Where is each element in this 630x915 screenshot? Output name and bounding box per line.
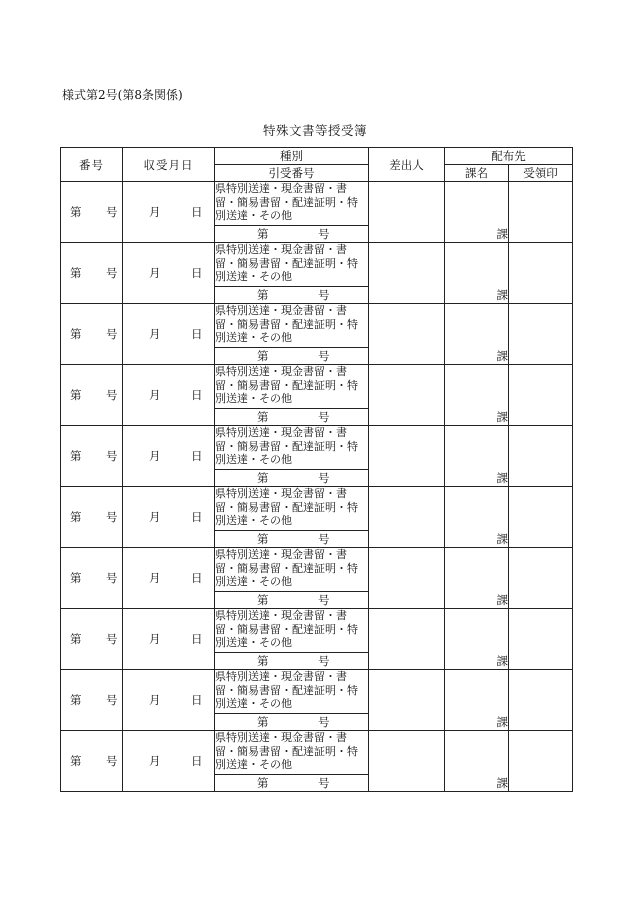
number-prefix: 第 xyxy=(70,754,82,768)
department-cell[interactable] xyxy=(445,731,509,792)
department-suffix: 課 xyxy=(496,227,508,241)
document-title: 特殊文書等授受簿 xyxy=(262,123,367,138)
department-cell[interactable] xyxy=(445,487,509,548)
ref-prefix: 第 xyxy=(257,471,269,485)
table-row xyxy=(61,670,573,714)
ledger-table xyxy=(60,147,573,792)
number-suffix: 号 xyxy=(106,266,118,280)
ref-prefix: 第 xyxy=(257,532,269,546)
number-suffix: 号 xyxy=(106,449,118,463)
receipt-seal-cell[interactable] xyxy=(509,731,573,792)
number-prefix: 第 xyxy=(70,327,82,341)
number-prefix: 第 xyxy=(70,449,82,463)
receipt-seal-cell[interactable] xyxy=(509,426,573,487)
department-cell[interactable] xyxy=(445,365,509,426)
receipt-seal-cell[interactable] xyxy=(509,670,573,731)
number-suffix: 号 xyxy=(106,205,118,219)
receipt-seal-cell[interactable] xyxy=(509,243,573,304)
department-cell[interactable] xyxy=(445,304,509,365)
table-row xyxy=(61,426,573,470)
header-distribution: 配布先 xyxy=(445,148,573,165)
sender-cell[interactable] xyxy=(369,182,445,243)
number-prefix: 第 xyxy=(70,388,82,402)
number-cell[interactable] xyxy=(61,426,123,487)
ledger-body xyxy=(61,182,573,792)
ref-suffix: 号 xyxy=(318,288,330,302)
department-suffix: 課 xyxy=(496,288,508,302)
day-label: 日 xyxy=(191,266,203,280)
day-label: 日 xyxy=(191,449,203,463)
number-cell[interactable] xyxy=(61,548,123,609)
receipt-seal-cell[interactable] xyxy=(509,365,573,426)
ref-suffix: 号 xyxy=(318,532,330,546)
sender-cell[interactable] xyxy=(369,304,445,365)
number-prefix: 第 xyxy=(70,571,82,585)
type-options[interactable]: 県特別送達・現金書留・書留・簡易書留・配達証明・特別送達・その他 xyxy=(215,731,369,775)
day-label: 日 xyxy=(191,571,203,585)
department-suffix: 課 xyxy=(496,715,508,729)
number-prefix: 第 xyxy=(70,205,82,219)
department-cell[interactable] xyxy=(445,609,509,670)
number-suffix: 号 xyxy=(106,693,118,707)
number-prefix: 第 xyxy=(70,510,82,524)
table-row xyxy=(61,731,573,775)
header-receipt-seal: 受領印 xyxy=(509,165,573,182)
ref-prefix: 第 xyxy=(257,227,269,241)
header-sender: 差出人 xyxy=(369,148,445,182)
number-cell[interactable] xyxy=(61,609,123,670)
department-cell[interactable] xyxy=(445,670,509,731)
received-date-cell[interactable] xyxy=(123,487,215,548)
department-suffix: 課 xyxy=(496,776,508,790)
department-cell[interactable] xyxy=(445,426,509,487)
header-received-date: 収受月日 xyxy=(123,148,215,182)
department-cell[interactable] xyxy=(445,548,509,609)
day-label: 日 xyxy=(191,693,203,707)
month-label: 月 xyxy=(149,266,161,280)
sender-cell[interactable] xyxy=(369,243,445,304)
ref-prefix: 第 xyxy=(257,776,269,790)
type-options[interactable]: 県特別送達・現金書留・書留・簡易書留・配達証明・特別送達・その他 xyxy=(215,182,369,226)
receipt-seal-cell[interactable] xyxy=(509,182,573,243)
received-date-cell[interactable] xyxy=(123,304,215,365)
sender-cell[interactable] xyxy=(369,731,445,792)
sender-cell[interactable] xyxy=(369,487,445,548)
type-options[interactable]: 県特別送達・現金書留・書留・簡易書留・配達証明・特別送達・その他 xyxy=(215,243,369,287)
reference-number-cell[interactable] xyxy=(215,653,369,670)
sender-cell[interactable] xyxy=(369,609,445,670)
number-cell[interactable] xyxy=(61,670,123,731)
received-date-cell[interactable] xyxy=(123,365,215,426)
receipt-seal-cell[interactable] xyxy=(509,487,573,548)
department-cell[interactable] xyxy=(445,243,509,304)
header-type: 種別 xyxy=(215,148,369,165)
table-row xyxy=(61,182,573,226)
table-row xyxy=(61,548,573,592)
reference-number-cell[interactable] xyxy=(215,287,369,304)
ref-suffix: 号 xyxy=(318,227,330,241)
type-options[interactable]: 県特別送達・現金書留・書留・簡易書留・配達証明・特別送達・その他 xyxy=(215,365,369,409)
day-label: 日 xyxy=(191,205,203,219)
department-cell[interactable] xyxy=(445,182,509,243)
number-prefix: 第 xyxy=(70,693,82,707)
number-cell[interactable] xyxy=(61,304,123,365)
number-suffix: 号 xyxy=(106,754,118,768)
department-suffix: 課 xyxy=(496,654,508,668)
day-label: 日 xyxy=(191,510,203,524)
month-label: 月 xyxy=(149,571,161,585)
reference-number-cell[interactable] xyxy=(215,470,369,487)
department-suffix: 課 xyxy=(496,349,508,363)
sender-cell[interactable] xyxy=(369,426,445,487)
ref-prefix: 第 xyxy=(257,349,269,363)
month-label: 月 xyxy=(149,327,161,341)
ref-suffix: 号 xyxy=(318,715,330,729)
type-options[interactable]: 県特別送達・現金書留・書留・簡易書留・配達証明・特別送達・その他 xyxy=(215,670,369,714)
number-cell[interactable] xyxy=(61,182,123,243)
reference-number-cell[interactable] xyxy=(215,714,369,731)
month-label: 月 xyxy=(149,693,161,707)
received-date-cell[interactable] xyxy=(123,731,215,792)
table-row xyxy=(61,243,573,287)
table-row xyxy=(61,365,573,409)
type-options[interactable]: 県特別送達・現金書留・書留・簡易書留・配達証明・特別送達・その他 xyxy=(215,426,369,470)
number-prefix: 第 xyxy=(70,632,82,646)
number-prefix: 第 xyxy=(70,266,82,280)
ref-prefix: 第 xyxy=(257,410,269,424)
number-cell[interactable] xyxy=(61,243,123,304)
department-suffix: 課 xyxy=(496,593,508,607)
sender-cell[interactable] xyxy=(369,548,445,609)
receipt-seal-cell[interactable] xyxy=(509,548,573,609)
ref-suffix: 号 xyxy=(318,593,330,607)
receipt-seal-cell[interactable] xyxy=(509,609,573,670)
ref-prefix: 第 xyxy=(257,593,269,607)
reference-number-cell[interactable] xyxy=(215,592,369,609)
table-row xyxy=(61,487,573,531)
month-label: 月 xyxy=(149,449,161,463)
ref-prefix: 第 xyxy=(257,715,269,729)
reference-number-cell[interactable] xyxy=(215,531,369,548)
number-cell[interactable] xyxy=(61,365,123,426)
table-row xyxy=(61,609,573,653)
number-suffix: 号 xyxy=(106,510,118,524)
type-options[interactable]: 県特別送達・現金書留・書留・簡易書留・配達証明・特別送達・その他 xyxy=(215,487,369,531)
ref-suffix: 号 xyxy=(318,349,330,363)
ref-suffix: 号 xyxy=(318,776,330,790)
received-date-cell[interactable] xyxy=(123,548,215,609)
number-suffix: 号 xyxy=(106,388,118,402)
reference-number-cell[interactable] xyxy=(215,409,369,426)
receipt-seal-cell[interactable] xyxy=(509,304,573,365)
month-label: 月 xyxy=(149,388,161,402)
ref-suffix: 号 xyxy=(318,471,330,485)
reference-number-cell[interactable] xyxy=(215,775,369,792)
month-label: 月 xyxy=(149,754,161,768)
received-date-cell[interactable] xyxy=(123,243,215,304)
day-label: 日 xyxy=(191,632,203,646)
sender-cell[interactable] xyxy=(369,670,445,731)
header-reference-number: 引受番号 xyxy=(215,165,369,182)
received-date-cell[interactable] xyxy=(123,182,215,243)
department-suffix: 課 xyxy=(496,532,508,546)
ref-suffix: 号 xyxy=(318,410,330,424)
number-suffix: 号 xyxy=(106,632,118,646)
header-department: 課名 xyxy=(445,165,509,182)
day-label: 日 xyxy=(191,754,203,768)
header-number: 番号 xyxy=(61,148,123,182)
department-suffix: 課 xyxy=(496,410,508,424)
number-cell[interactable] xyxy=(61,487,123,548)
reference-number-cell[interactable] xyxy=(215,226,369,243)
type-options[interactable]: 県特別送達・現金書留・書留・簡易書留・配達証明・特別送達・その他 xyxy=(215,609,369,653)
department-suffix: 課 xyxy=(496,471,508,485)
reference-number-cell[interactable] xyxy=(215,348,369,365)
day-label: 日 xyxy=(191,388,203,402)
received-date-cell[interactable] xyxy=(123,670,215,731)
number-suffix: 号 xyxy=(106,571,118,585)
ref-suffix: 号 xyxy=(318,654,330,668)
month-label: 月 xyxy=(149,632,161,646)
received-date-cell[interactable] xyxy=(123,426,215,487)
ref-prefix: 第 xyxy=(257,654,269,668)
sender-cell[interactable] xyxy=(369,365,445,426)
day-label: 日 xyxy=(191,327,203,341)
month-label: 月 xyxy=(149,205,161,219)
table-row xyxy=(61,304,573,348)
number-cell[interactable] xyxy=(61,731,123,792)
type-options[interactable]: 県特別送達・現金書留・書留・簡易書留・配達証明・特別送達・その他 xyxy=(215,304,369,348)
ref-prefix: 第 xyxy=(257,288,269,302)
number-suffix: 号 xyxy=(106,327,118,341)
month-label: 月 xyxy=(149,510,161,524)
form-label: 様式第2号(第8条関係) xyxy=(62,88,183,102)
type-options[interactable]: 県特別送達・現金書留・書留・簡易書留・配達証明・特別送達・その他 xyxy=(215,548,369,592)
received-date-cell[interactable] xyxy=(123,609,215,670)
